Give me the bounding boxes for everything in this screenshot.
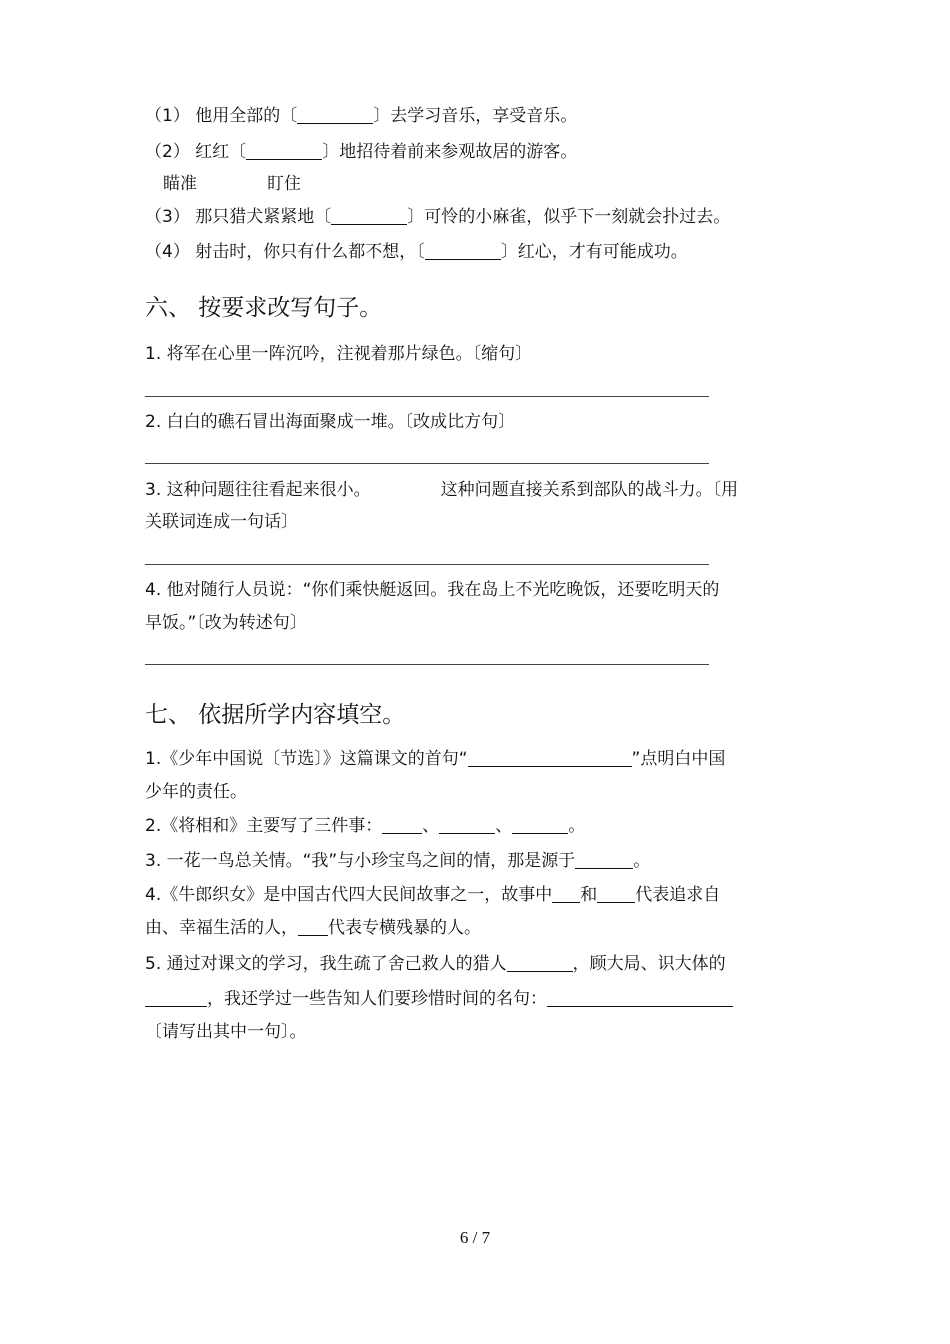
period: 。	[568, 816, 586, 836]
s7-q5-blank-3[interactable]	[547, 989, 733, 1007]
s6-q4-line2: 早饭。”〔改为转述句〕	[145, 613, 307, 633]
s7-q2-blank-3[interactable]	[512, 816, 568, 834]
q5-2-blank[interactable]	[246, 142, 322, 160]
q5-1-line	[145, 104, 577, 128]
s6-q3-part2: 这种问题直接关系到部队的战斗力。〔用	[440, 480, 739, 500]
q5-1-after: 〕去学习音乐，享受音乐。	[373, 106, 578, 126]
separator: 、	[422, 816, 440, 836]
s7-q4-line2	[145, 916, 481, 940]
word-choice-1: 瞄准	[163, 174, 197, 194]
s7-q5-blank-1[interactable]	[507, 954, 573, 972]
s6-q3-line2: 关联词连成一句话〕	[145, 512, 298, 532]
period: 。	[633, 851, 651, 871]
q5-3-line	[145, 205, 730, 229]
s6-q1-answer-line[interactable]	[145, 396, 709, 397]
s6-q4-answer-line[interactable]	[145, 664, 709, 665]
s7-q4-blank-2[interactable]	[597, 885, 635, 903]
s7-q2-text: 2.《将相和》主要写了三件事：	[145, 816, 383, 836]
s7-q5-text2: ，顾大局、识大体的	[572, 954, 726, 974]
q5-3-before: （3） 那只猎犬紧紧地〔	[145, 207, 332, 227]
s6-q2-answer-line[interactable]	[145, 463, 709, 464]
s7-q4-line1	[145, 883, 720, 907]
s7-q5-line2	[145, 987, 733, 1011]
q5-3-after: 〕可怜的小麻雀，似乎下一刻就会扑过去。	[407, 207, 731, 227]
q5-4-blank[interactable]	[425, 242, 501, 260]
s7-q4-text2: 代表追求自	[635, 885, 721, 905]
q5-4-line	[145, 240, 688, 264]
q5-2-line	[145, 140, 577, 164]
s6-q4-line1: 4. 他对随行人员说：“你们乘快艇返回。我在岛上不光吃晚饭，还要吃明天的	[145, 580, 720, 600]
s7-q3-line	[145, 849, 650, 873]
s7-q2-line	[145, 814, 585, 838]
s6-q3-part1: 3. 这种问题往往看起来很小。	[145, 480, 371, 500]
s7-q4-blank-1[interactable]	[552, 885, 580, 903]
q5-1-blank[interactable]	[297, 106, 373, 124]
s7-q3-text: 3. 一花一鸟总关情。“我”与小珍宝鸟之间的情，那是源于	[145, 851, 576, 871]
word-choice-2: 盯住	[267, 174, 301, 194]
page-number: 6 / 7	[459, 1228, 491, 1247]
s7-q4-and: 和	[580, 885, 598, 905]
s7-q3-blank[interactable]	[575, 851, 633, 869]
s6-q2: 2. 白白的礁石冒出海面聚成一堆。〔改成比方句〕	[145, 412, 516, 432]
s7-q1-text2: ”点明白中国	[631, 749, 726, 769]
q5-1-before: （1） 他用全部的〔	[145, 106, 298, 126]
s7-q4-blank-3[interactable]	[298, 918, 328, 936]
s7-q4-text4: 代表专横残暴的人。	[328, 918, 481, 938]
s6-q3-answer-line[interactable]	[145, 564, 709, 565]
separator: 、	[495, 816, 513, 836]
q5-4-after: 〕红心，才有可能成功。	[500, 242, 688, 262]
s7-q1-text: 1.《少年中国说〔节选〕》这篇课文的首句“	[145, 749, 468, 769]
section6-title: 六、 按要求改写句子。	[145, 295, 383, 321]
s7-q5-text: 5. 通过对课文的学习，我生疏了舍己救人的猎人	[145, 954, 507, 974]
s7-q5-text3: ，我还学过一些告知人们要珍惜时间的名句：	[207, 989, 547, 1009]
s6-q3-line1	[145, 478, 738, 502]
s7-q2-blank-1[interactable]	[382, 816, 422, 834]
s7-q4-text: 4.《牛郎织女》是中国古代四大民间故事之一，故事中	[145, 885, 553, 905]
s7-q5-line3: 〔请写出其中一句〕。	[145, 1022, 307, 1042]
s6-q1: 1. 将军在心里一阵沉吟，注视着那片绿色。〔缩句〕	[145, 344, 533, 364]
q5-3-blank[interactable]	[331, 207, 407, 225]
section7-title: 七、 依据所学内容填空。	[145, 702, 406, 728]
q5-4-before: （4） 射击时，你只有什么都不想，〔	[145, 242, 425, 262]
q5-2-before: （2） 红红〔	[145, 142, 247, 162]
s7-q5-line1	[145, 952, 726, 976]
word-choices	[163, 172, 301, 196]
q5-2-after: 〕地招待着前来参观故居的游客。	[322, 142, 578, 162]
s7-q1-line1	[145, 747, 725, 771]
s7-q5-blank-2[interactable]	[145, 989, 207, 1007]
s7-q4-text3: 由、幸福生活的人，	[145, 918, 298, 938]
s7-q1-line2: 少年的责任。	[145, 782, 247, 802]
s7-q2-blank-2[interactable]	[439, 816, 495, 834]
s7-q1-blank[interactable]	[468, 749, 632, 767]
